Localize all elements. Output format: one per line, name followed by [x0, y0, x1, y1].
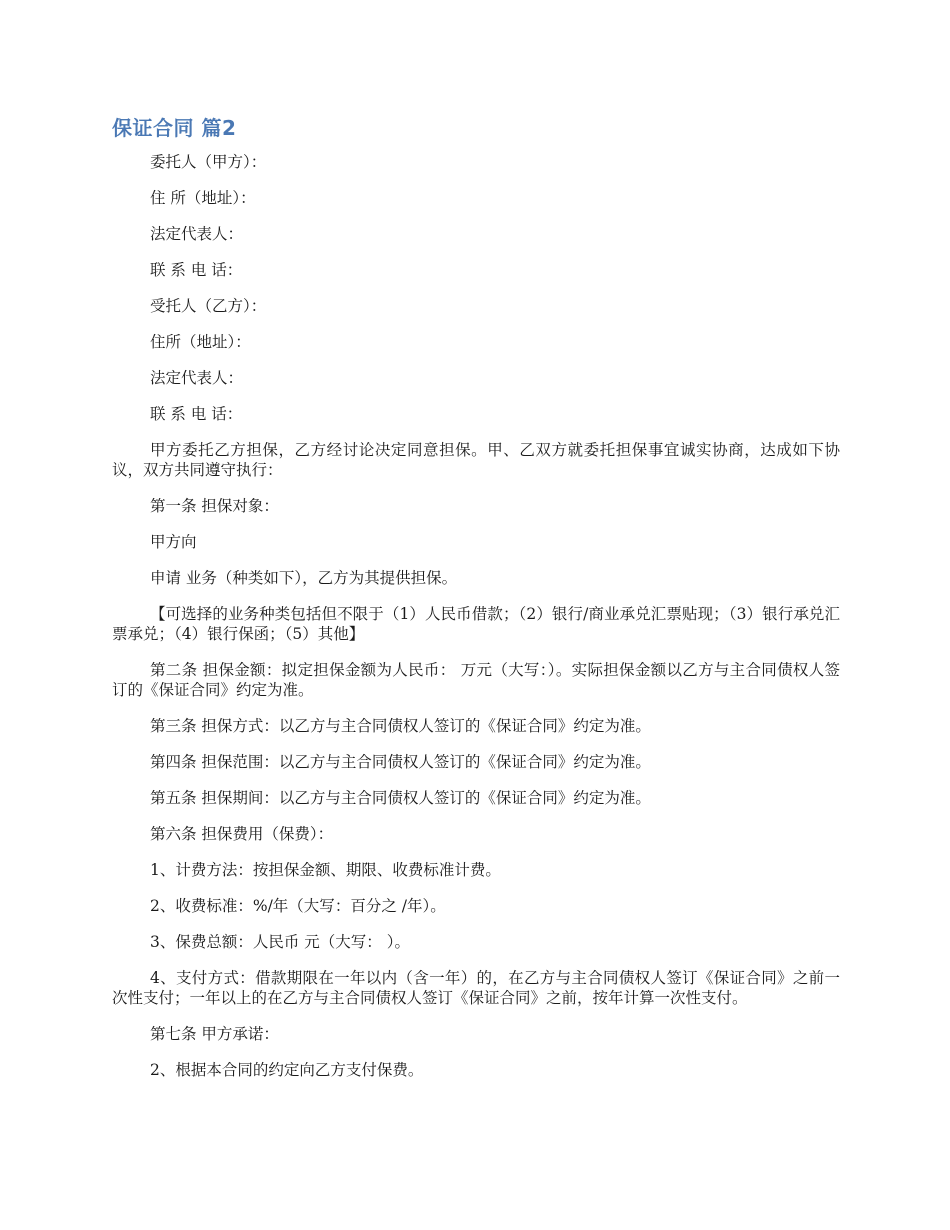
article-7-heading: 第七条 甲方承诺： — [150, 1025, 279, 1043]
article-5: 第五条 担保期间：以乙方与主合同债权人签订的《保证合同》约定为准。 — [150, 789, 651, 807]
clause-principal-address: 住 所（地址）： — [150, 189, 256, 207]
clause-principal-phone: 联 系 电 话： — [150, 261, 243, 279]
preamble-paragraph: 甲方委托乙方担保，乙方经讨论决定同意担保。甲、乙双方就委托担保事宜诚实协商，达成如下协议，双方共同遵守执行： — [112, 441, 840, 479]
article-1-line-1: 甲方向 — [150, 533, 197, 551]
article-2: 第二条 担保金额：拟定担保金额为人民币： 万元（大写：）。实际担保金额以乙方与主合同债权人签订的《保证合同》约定为准。 — [112, 661, 840, 699]
article-1-line-2: 申请 业务（种类如下），乙方为其提供担保。 — [150, 569, 458, 587]
document-title: 保证合同 篇2 — [112, 116, 237, 140]
article-6-item-1: 1、计费方法：按担保金额、期限、收费标准计费。 — [150, 861, 501, 879]
article-6-heading: 第六条 担保费用（保费）： — [150, 825, 334, 843]
document-body — [112, 152, 840, 1096]
clause-agent-address: 住所（地址）： — [150, 333, 251, 351]
clause-agent: 受托人（乙方）： — [150, 297, 267, 315]
article-4: 第四条 担保范围：以乙方与主合同债权人签订的《保证合同》约定为准。 — [150, 753, 651, 771]
clause-agent-phone: 联 系 电 话： — [150, 405, 243, 423]
article-3: 第三条 担保方式：以乙方与主合同债权人签订的《保证合同》约定为准。 — [150, 717, 651, 735]
clause-principal-legal-rep: 法定代表人： — [150, 225, 244, 243]
clause-agent-legal-rep: 法定代表人： — [150, 369, 244, 387]
article-6-item-4: 4、支付方式：借款期限在一年以内（含一年）的，在乙方与主合同债权人签订《保证合同》之前一次性支付；一年以上的在乙方与主合同债权人签订《保证合同》之前，按年计算一次性支付。 — [112, 969, 840, 1007]
business-types-note: 【可选择的业务种类包括但不限于（1）人民币借款；（2）银行/商业承兑汇票贴现；（3）银行承兑汇票承兑；（4）银行保函；（5）其他】 — [112, 605, 840, 643]
article-7-item-2: 2、根据本合同的约定向乙方支付保费。 — [150, 1061, 424, 1079]
article-6-item-3: 3、保费总额：人民币 元（大写： ）。 — [150, 933, 410, 951]
clause-principal: 委托人（甲方）： — [150, 153, 267, 171]
article-1-heading: 第一条 担保对象： — [150, 497, 279, 515]
article-6-item-2: 2、收费标准：%/年（大写：百分之 /年）。 — [150, 897, 446, 915]
